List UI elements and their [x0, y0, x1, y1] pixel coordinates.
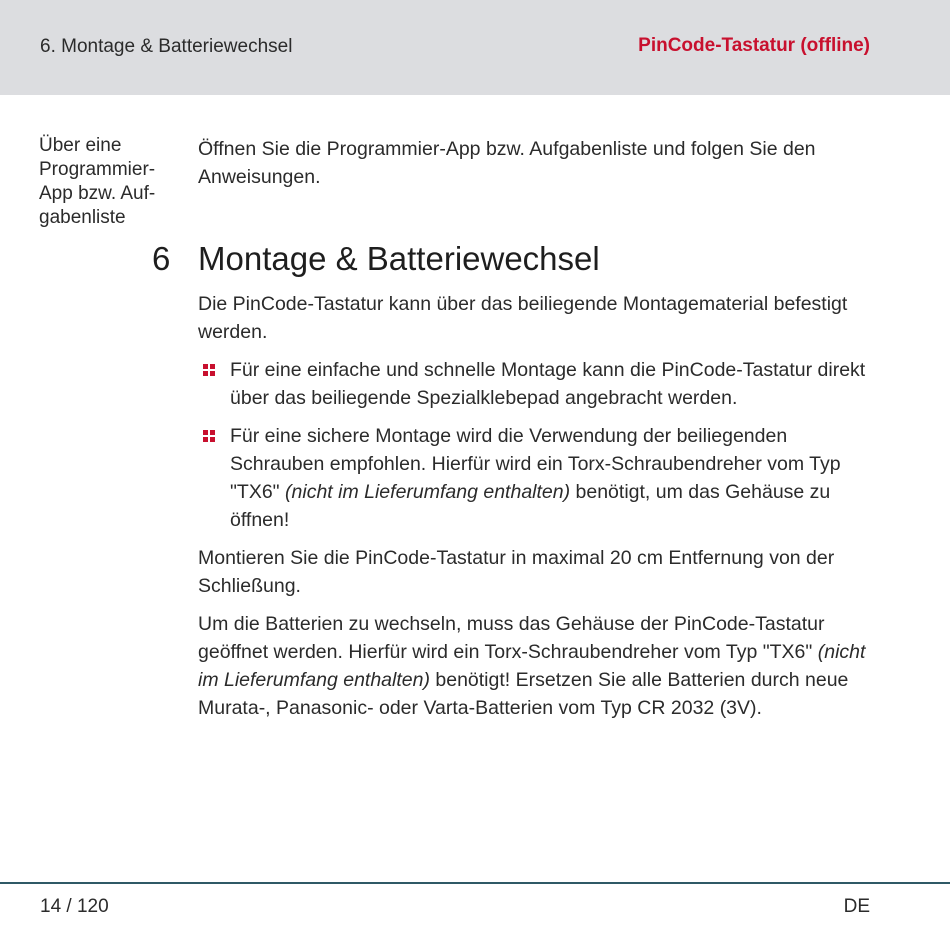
- bullet-list: [198, 356, 878, 534]
- italic-note: (nicht im Lieferumfang enthalten): [198, 641, 866, 691]
- margin-note: [39, 134, 179, 230]
- bullet-item-adhesive-pad: [198, 356, 878, 412]
- intro-paragraph: Öffnen Sie die Programmier-App bzw. Aufgabenliste und folgen Sie den Anweisungen.: [198, 138, 816, 188]
- italic-note: (nicht im Lieferumfang enthalten): [285, 481, 571, 503]
- margin-note-line: Über eine: [39, 135, 122, 156]
- chapter-title: Montage & Batteriewechsel: [198, 240, 600, 277]
- margin-note-line: Programmier-: [39, 159, 156, 180]
- language-code: DE: [843, 896, 870, 917]
- red-square-bullet-icon: [203, 364, 215, 376]
- page-header: [0, 0, 950, 95]
- bullet-item-screws: [198, 422, 878, 534]
- paragraph-mounting-material: Die PinCode-Tastatur kann über das beiliegende Montagematerial befestigt werden.: [198, 293, 848, 343]
- page-number: 14 / 120: [40, 896, 109, 917]
- header-product-name: PinCode-Tastatur (offline): [638, 35, 870, 56]
- bullet-text: Für eine sichere Montage wird die Verwendung der beiliegenden Schrauben empfohlen. Hierfür wird ein Torx-Schraubendreher vom Typ "TX6" (nicht im Lieferumfang enthalten) benötigt, um das Gehäuse zu öffnen!: [230, 425, 841, 531]
- red-square-bullet-icon: [203, 430, 215, 442]
- paragraph-battery-change: Um die Batterien zu wechseln, muss das Gehäuse der PinCode-Tastatur geöffnet werden. Hierfür wird ein Torx-Schraubendreher vom Typ "TX6" (nicht im Lieferumfang enthalten) benötigt! Ersetzen Sie alle Batterien durch neue Murata-, Panasonic- oder Varta-Batterien vom Typ CR 2032 (3V).: [198, 613, 866, 719]
- paragraph-mounting-distance: Montieren Sie die PinCode-Tastatur in maximal 20 cm Entfernung von der Schließung.: [198, 547, 835, 597]
- margin-note-line: gabenliste: [39, 207, 126, 228]
- chapter-body: [198, 290, 878, 732]
- chapter-number: 6: [152, 240, 171, 277]
- margin-note-line: App bzw. Auf-: [39, 183, 156, 204]
- header-section-title: 6. Montage & Batteriewechsel: [40, 36, 293, 57]
- footer-divider: [0, 882, 950, 884]
- bullet-text: Für eine einfache und schnelle Montage kann die PinCode-Tastatur direkt über das beiliegende Spezialklebepad angebracht werden.: [230, 359, 866, 409]
